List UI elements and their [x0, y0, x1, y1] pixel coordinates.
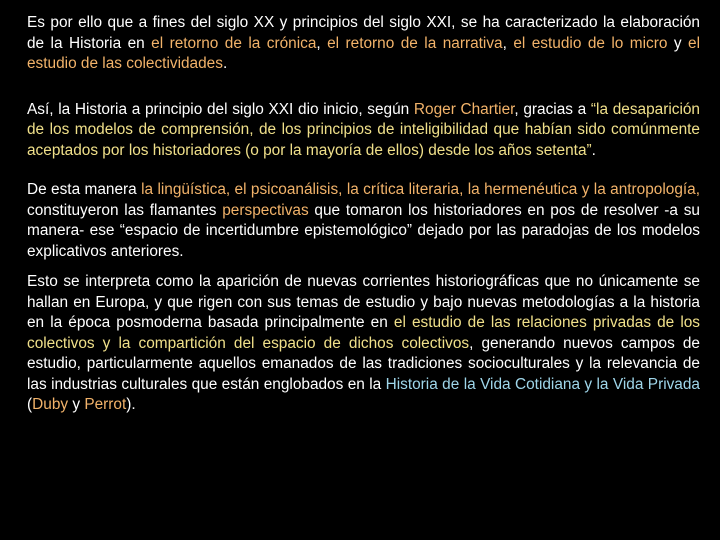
p2-text-1: Así, la Historia a principio del siglo XXI dio inicio, según — [27, 100, 414, 118]
p1-text-3: , — [502, 34, 514, 52]
p4-text-1: Esto se interpreta como la aparición de nuevas corrientes historiográficas que no únicamente se hallan en Europa, y que rigen con sus temas de estudio y bajo nuevas metodologías a la historia en la época posmoderna basada principalmente en — [27, 273, 700, 331]
p2-quote: “la desaparición de los modelos de comprensión, de los principios de inteligibilidad que habían sido comúnmente aceptados por los historiadores (o por la mayoría de ellos) desde los años setenta” — [27, 100, 700, 159]
p2-text-2: , gracias a — [514, 100, 591, 118]
p2-text-3: . — [591, 141, 596, 159]
p1-highlight-cronica: el retorno de la crónica — [151, 34, 317, 52]
p4-highlight-vida-cotidiana: Historia de la Vida Cotidiana y la Vida Privada — [385, 375, 700, 393]
p4-text-3: ( — [27, 396, 33, 413]
p4-highlight-relaciones: el estudio de las relaciones privadas de los colectivos y la compartición del espacio de dichos colectivos — [27, 314, 700, 352]
p1-text-4: y — [667, 34, 689, 52]
p3-highlight-disciplinas: la lingüística, el psicoanálisis, la crítica literaria, la hermenéutica y la antropología, — [141, 181, 700, 198]
p1-highlight-colectividades: el estudio de las colectividades — [27, 34, 700, 72]
p3-highlight-perspectivas: perspectivas — [222, 201, 309, 219]
p1-text-1: Es por ello que a fines del siglo XX y principios del siglo XXI, se ha caracterizado la elaboración de la Historia en — [27, 14, 700, 52]
paragraph-1 — [27, 13, 700, 75]
p4-text-2: , generando nuevos campos de estudio, particularmente aquellos emanados de las tradiciones socioculturales y la relevancia de las industrias culturales que están englobados en la — [27, 334, 700, 393]
p3-text-1: De esta manera — [27, 181, 142, 198]
p4-highlight-perrot: Perrot — [84, 396, 127, 413]
paragraph-2 — [27, 100, 700, 162]
p1-text-2: , — [316, 34, 328, 52]
p1-text-5: . — [222, 55, 228, 72]
p4-highlight-duby: Duby — [32, 396, 69, 413]
p2-highlight-chartier: Roger Chartier — [413, 100, 515, 118]
p4-text-5: ). — [126, 396, 136, 413]
p1-highlight-micro: el estudio de lo micro — [513, 34, 668, 52]
p4-text-4: y — [68, 396, 85, 413]
p1-highlight-narrativa: el retorno de la narrativa — [327, 34, 503, 52]
paragraph-4 — [27, 272, 700, 416]
paragraph-3 — [27, 180, 700, 262]
p3-text-3: que tomaron los historiadores en pos de resolver -a su manera- ese “espacio de incertidumbre epistemológico” dejado por las paradojas de los modelos explicativos anteriores. — [27, 201, 700, 260]
p3-text-2: constituyeron las flamantes — [27, 201, 223, 219]
